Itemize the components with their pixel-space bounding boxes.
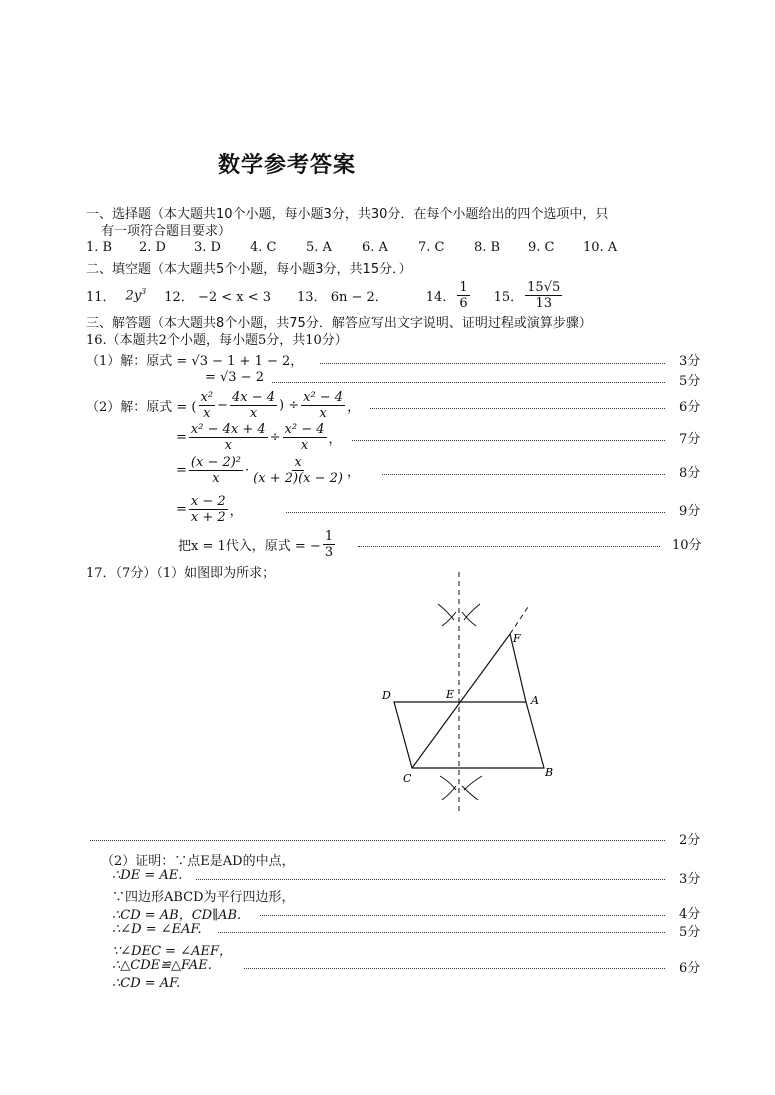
score: 9分 bbox=[679, 504, 701, 519]
section3-heading: 三、解答题（本大题共8个小题，共75分．解答应写出文字说明、证明过程或演算步骤） bbox=[86, 316, 592, 331]
q16-2-line3: = $\frac{\text{(x − 2)²}}{x}$ · $\frac{x}{(x + 2)(x - 2)}$ ， bbox=[176, 454, 360, 486]
proof-line: ∵四边形ABCD为平行四边形， bbox=[112, 890, 295, 905]
label-B: B bbox=[545, 766, 554, 779]
dot-leader bbox=[370, 408, 665, 409]
page-title: 数学参考答案 bbox=[218, 153, 357, 178]
score: 7分 bbox=[679, 432, 701, 447]
fill-answers bbox=[86, 278, 564, 312]
parallelogram bbox=[394, 702, 544, 768]
fill-answer-13: 13． 6n − 2． bbox=[297, 289, 388, 305]
dot-leader bbox=[358, 546, 660, 547]
score: 2分 bbox=[679, 833, 701, 848]
proof-line: ∴CD = AB，CD∥AB. bbox=[112, 908, 242, 923]
dot-leader bbox=[352, 440, 665, 441]
q16-1-line2: = √3 − 2 bbox=[205, 370, 265, 385]
choice-answer: 6. A bbox=[362, 240, 388, 255]
dot-leader bbox=[382, 474, 665, 475]
dot-leader bbox=[196, 879, 665, 880]
label-E: E bbox=[446, 688, 455, 701]
score: 6分 bbox=[679, 961, 701, 976]
q16-2-line1: （2）解：原式 = ( $\frac{\text{x²}}{x}$ − $\frac{4x - 4}{x}$ ) ÷ $\frac{\text{x² − 4}}{x}$ ， bbox=[86, 389, 361, 421]
section1-heading-cont: 有一项符合题目要求） bbox=[101, 224, 232, 239]
score: 5分 bbox=[679, 925, 701, 940]
proof-line: ∵∠DEC = ∠AEF， bbox=[112, 944, 232, 959]
q17-heading: 17．（7分）（1）如图即为所求； bbox=[86, 566, 276, 581]
choice-answer: 5. A bbox=[306, 240, 332, 255]
line-CF bbox=[412, 634, 510, 768]
fill-answer-11: $2y^3$ bbox=[125, 286, 147, 304]
choice-answer: 4. C bbox=[250, 240, 277, 255]
choice-answer: 2. D bbox=[139, 240, 166, 255]
q16-2-line4: = $\frac{x - 2}{x + 2}$ ， bbox=[176, 493, 243, 525]
fill-answer-15-num: 15． bbox=[493, 289, 524, 305]
dot-leader bbox=[218, 932, 665, 933]
dot-leader bbox=[260, 915, 665, 916]
geometry-figure bbox=[370, 568, 570, 818]
construction-arc bbox=[442, 786, 456, 800]
score: 5分 bbox=[679, 374, 701, 389]
dot-leader bbox=[244, 968, 665, 969]
fill-answer-12: 12． −2 < x < 3 bbox=[164, 289, 272, 305]
fill-answer-14-num: 14． bbox=[425, 289, 456, 305]
q16-1-line1: （1）解：原式 = √3 − 1 + 1 − 2， bbox=[86, 354, 304, 369]
score: 8分 bbox=[679, 466, 701, 481]
score: 3分 bbox=[679, 354, 701, 369]
proof-line: ∴∠D = ∠EAF. bbox=[112, 922, 202, 937]
q16-2-line5: 把x = 1代入，原式 = − $\frac{1}{3}$ bbox=[178, 528, 334, 560]
dot-leader bbox=[90, 840, 665, 841]
choice-answer: 1. B bbox=[86, 240, 113, 255]
proof-line: （2）证明：∵点E是AD的中点， bbox=[101, 854, 295, 869]
construction-arc bbox=[440, 776, 456, 790]
construction-arc bbox=[464, 776, 482, 790]
choice-answer: 3. D bbox=[194, 240, 221, 255]
section2-heading: 二、填空题（本大题共5个小题，每小题3分，共15分．） bbox=[86, 262, 412, 277]
score: 4分 bbox=[679, 907, 701, 922]
section1-heading: 一、选择题（本大题共10个小题，每小题3分，共30分．在每个小题给出的四个选项中，只 bbox=[86, 207, 609, 222]
choice-answer: 9. C bbox=[528, 240, 555, 255]
fill-answer-14: $\frac{1}{6}$ bbox=[459, 279, 468, 311]
choice-answer: 10. A bbox=[583, 240, 618, 255]
score: 10分 bbox=[672, 538, 702, 553]
dot-leader bbox=[320, 363, 665, 364]
label-A: A bbox=[531, 694, 539, 707]
construction-arc bbox=[462, 786, 478, 800]
dot-leader bbox=[286, 512, 665, 513]
choice-answer: 7. C bbox=[418, 240, 445, 255]
score: 6分 bbox=[679, 400, 701, 415]
proof-line: ∴DE = AE. bbox=[112, 868, 183, 883]
label-D: D bbox=[382, 689, 391, 702]
fill-answer-15: $\frac{15√5}{13}$ bbox=[527, 279, 561, 311]
q16-heading: 16.（本题共2个小题，每小题5分，共10分） bbox=[86, 333, 348, 348]
label-C: C bbox=[403, 772, 412, 785]
proof-line: ∴CD = AF. bbox=[112, 976, 181, 991]
choice-answer: 8. B bbox=[474, 240, 501, 255]
dot-leader bbox=[272, 382, 665, 383]
fill-answer-11-num: 11． bbox=[86, 289, 116, 305]
extension-line bbox=[510, 604, 530, 634]
proof-line: ∴△CDE≌△FAE. bbox=[112, 958, 212, 973]
score: 3分 bbox=[679, 872, 701, 887]
q16-2-line2: = $\frac{\text{x² − 4x + 4}}{x}$ ÷ $\frac{\text{x² − 4}}{x}$ ， bbox=[176, 421, 342, 453]
label-F: F bbox=[513, 632, 521, 645]
